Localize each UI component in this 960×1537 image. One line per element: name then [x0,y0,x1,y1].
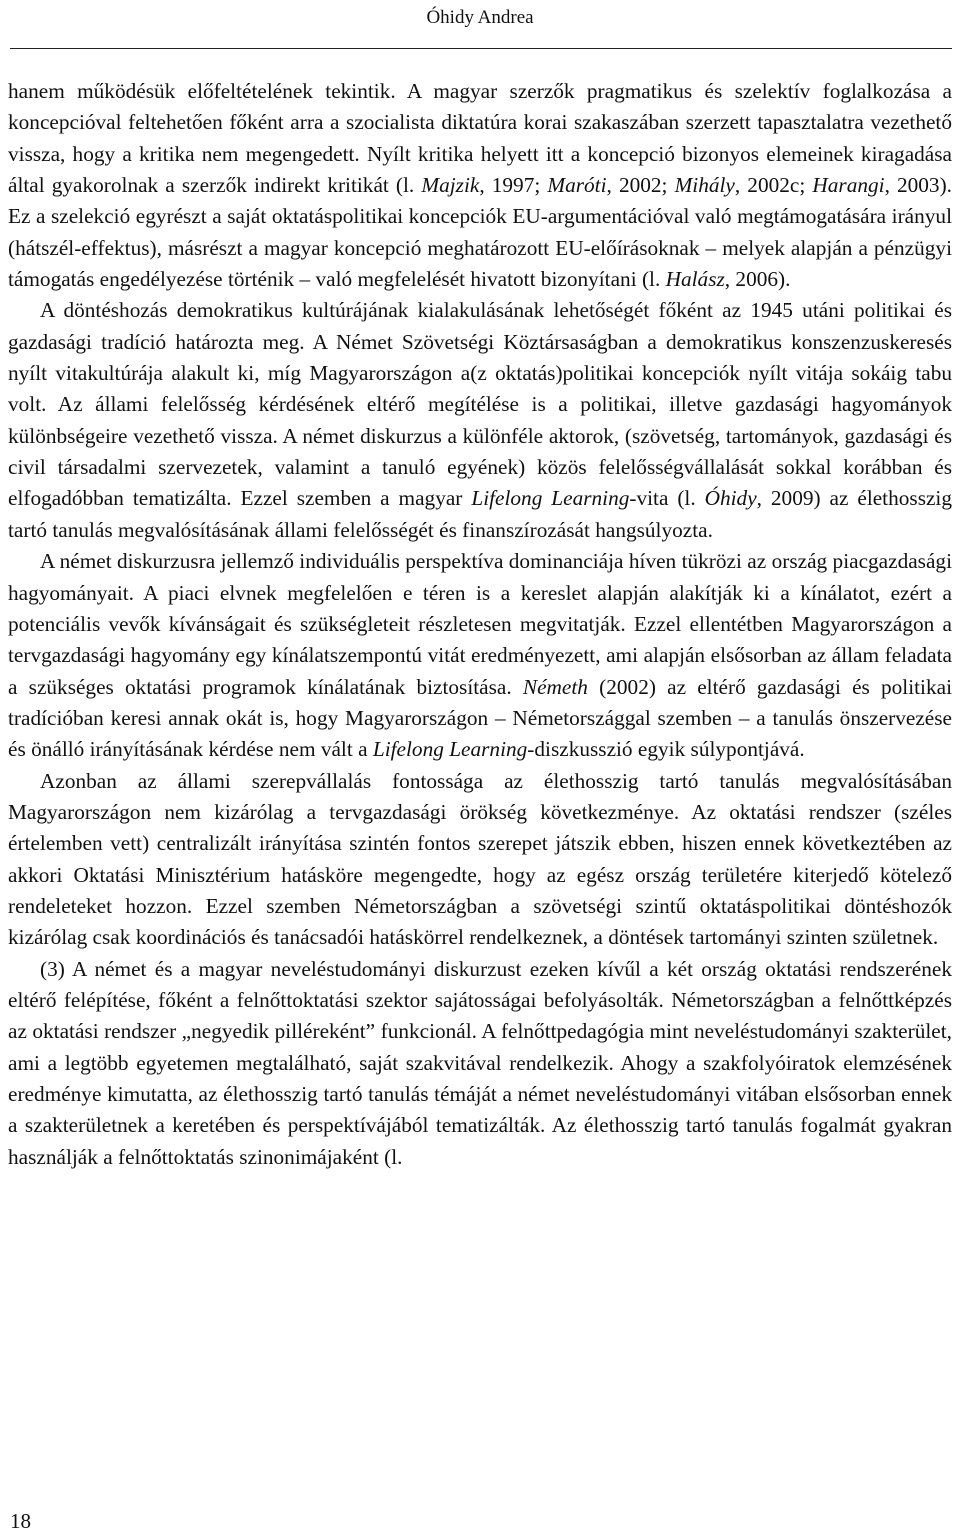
paragraph [8,766,952,954]
paragraph [8,295,952,546]
italic-citation: Majzik [421,173,480,198]
text-run: Azonban az állami szerepvállalás fontossága az élethosszig tartó tanulás megvalósításában Magyarországon nem kizárólag a tervgazdasági örökség következménye. Az oktatási rendszer (széles értelemben vett) centralizált irányítása szintén fontos szerepet játszik ebben, hiszen ennek következtében az akkori Oktatási Minisztérium hatásköre megengedte, hogy az egész ország területére kiterjedő kötelező rendeleteket hozzon. Ezzel szemben Németországban a szövetségi szintű oktatáspolitikai döntéshozók kizárólag csak koordinációs és tanácsadói hatáskörrel rendelkeznek, a döntések tartományi szinten születnek. [8,768,952,950]
text-run: , 2009) az élethosszig tartó tanulás megvalósításának állami felelősségét és finanszírozását hangsúlyozta. [8,486,952,542]
italic-citation: Maróti [547,173,607,198]
paragraph [8,954,952,1173]
text-run: hanem működésük előfeltételének tekintik. A magyar szerzők pragmatikus és szelektív foglalkozása a koncepcióval feltehetően főként arra a szocialista diktatúra korai szakaszában szerzett tapasztalatra vezethető vissza, hogy a kritika nem megengedett. Nyílt kritika helyett itt a koncepció bizonyos elemeinek kiragadása által gyakorolnak a szerzők indirekt kritikát (l. [8,79,952,198]
italic-citation: Halász [665,267,725,292]
header-rule [10,48,952,49]
italic-citation: Mihály [674,173,735,198]
body-text [8,76,952,1173]
running-header [0,6,960,30]
text-run: , 2006). [724,267,791,292]
text-run: A döntéshozás demokratikus kultúrájának kialakulásának lehetőségét főként az 1945 utáni politikai és gazdasági tradíció határozta meg. A Német Szövetségi Köztársaságban a demokratikus konszenzuskeresés nyílt vitakultúrája alakult ki, míg Magyarországon a(z oktatás)politikai koncepciók nyílt vitája sokáig tabu volt. Az állami felelősség kérdésének eltérő megítélése is a politikai, illetve gazdasági hagyományok különbségeire vezethető vissza. A német diskurzus a különféle aktorok, (szövetség, tartományok, gazdasági és civil társadalmi szervezetek, valamint a tanuló egyének) közös felelősségvállalását sokkal korábban és elfogadóbban tematizálta. Ezzel szemben a magyar [8,298,952,511]
italic-citation: Lifelong Learning [372,737,528,762]
italic-citation: Harangi [812,173,885,198]
header-author: Óhidy Andrea [426,7,534,28]
text-run: , 2002; [606,173,675,198]
text-run: -vita (l. [629,486,705,511]
italic-citation: Óhidy [704,486,757,511]
italic-citation: Németh [522,674,588,699]
paragraph [8,76,952,295]
text-run: -diszkusszió egyik súlypontjává. [527,737,805,762]
italic-citation: Lifelong Learning [471,486,630,511]
paragraph [8,546,952,765]
text-run: , 2003). Ez a szelekció egyrészt a saját oktatáspolitikai koncepciók EU-argumentációval való megtámogatására irányul (hátszél-effektus), másrészt a magyar koncepció meghatározott EU-előírásoknak – melyek alapján a pénzügyi támogatás engedélyezése történik – való megfelelését hivatott bizonyítani (l. [8,173,952,292]
text-run: (2002) az eltérő gazdasági és politikai tradícióban keresi annak okát is, hogy Magyarországon – Németországgal szemben – a tanulás önszervezése és önálló irányításának kérdése nem vált a [8,674,952,762]
text-run: , 1997; [479,173,548,198]
text-run: (3) A német és a magyar neveléstudományi diskurzust ezeken kívűl a két ország oktatási rendszerének eltérő felépítése, főként a felnőttoktatási szektor sajátosságai befolyásolták. Németországban a felnőttképzés az oktatási rendszer „negyedik pilléreként” funkcionál. A felnőttpedagógia mint neveléstudományi szakterület, ami a legtöbb egyetemen megtalálható, saját szakvitával rendelkezik. Ahogy a szakfolyóiratok elemzésének eredménye kimutatta, az élethosszig tartó tanulás témáját a német neveléstudományi vitában elsősorban ennek a szakterületnek a keretében és perspektívájából tematizálták. Az élethosszig tartó tanulás fogalmát gyakran használják a felnőttoktatás szinonimájaként (l. [8,956,952,1169]
text-run: , 2002c; [734,173,813,198]
page-number: 18 [10,1509,31,1533]
text-run: A német diskurzusra jellemző individuális perspektíva dominanciája híven tükrözi az ország piacgazdasági hagyományait. A piaci elvnek megfelelően e téren is a kereslet alapján alakítják ki a kínálatot, ezért a potenciális vevők kívánságait és szükségleteit részletesen megvitatják. Ezzel ellentétben Magyarországon a tervgazdasági hagyomány egy kínálatszempontú vitát eredményezett, ami alapján elsősorban az állam feladata a szükséges oktatási programok kínálatának biztosítása. [8,549,952,699]
